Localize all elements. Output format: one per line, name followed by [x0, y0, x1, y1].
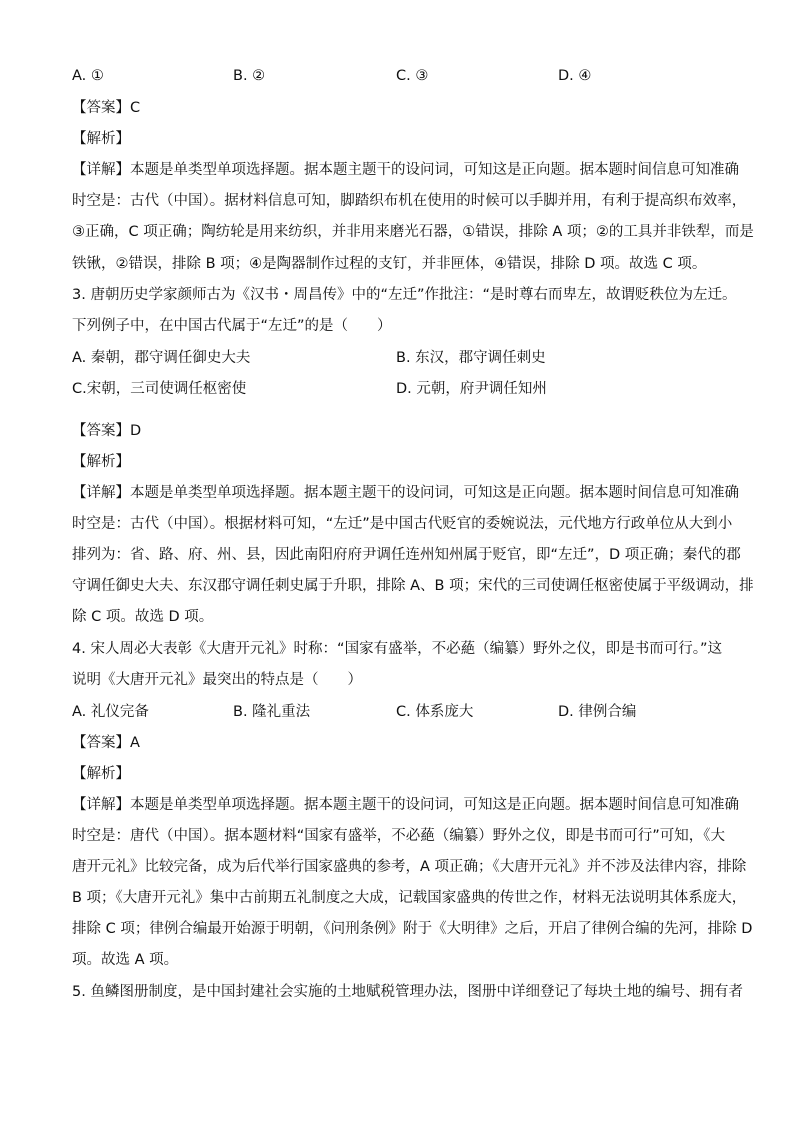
q2-detail-line: ③正确，C 项正确；陶纺轮是用来纺织，并非用来磨光石器，①错误，排除 A 项；②的工具并非铁犁，而是 [72, 224, 754, 240]
q4-detail-line: 项。故选 A 项。 [72, 952, 179, 968]
q2-detail-line: 时空是：古代（中国）。据材料信息可知，脚踏织布机在使用的时候可以手脚并用，有利于提高织布效率， [72, 193, 747, 209]
q3-analysis-label: 【解析】 [72, 454, 130, 470]
q5-stem: 5. 鱼鳞图册制度，是中国封建社会实施的土地赋税管理办法，图册中详细登记了每块土地的编号、拥有者 [72, 984, 743, 1000]
q4-answer: 【答案】A [72, 735, 140, 751]
q2-option-c: C. ③ [396, 68, 429, 84]
q3-option-b: B. 东汉，郡守调任刺史 [396, 350, 546, 366]
q4-detail-line: 唐开元礼》比较完备，成为后代举行国家盛典的参考，A 项正确；《大唐开元礼》并不涉及法律内容，排除 [72, 859, 747, 875]
q2-option-b: B. ② [233, 68, 266, 84]
q4-detail-line: 【详解】本题是单类型单项选择题。据本题主题干的设问词，可知这是正向题。据本题时间信息可知准确 [72, 797, 739, 813]
q4-option-a: A. 礼仪完备 [72, 704, 149, 720]
q2-option-a: A. ① [72, 68, 104, 84]
q4-detail-line: 排除 C 项；律例合编最开始源于明朝，《问刑条例》附于《大明律》之后，开启了律例合编的先河，排除 D [72, 921, 753, 937]
q3-option-a: A. 秦朝，郡守调任御史大夫 [72, 350, 251, 366]
q3-detail-line: 除 C 项。故选 D 项。 [72, 609, 214, 625]
q2-detail-line: 【详解】本题是单类型单项选择题。据本题主题干的设问词，可知这是正向题。据本题时间信息可知准确 [72, 162, 739, 178]
q3-option-d: D. 元朝，府尹调任知州 [396, 381, 547, 397]
q4-detail-line: B 项；《大唐开元礼》集中古前期五礼制度之大成，记载国家盛典的传世之作，材料无法说明其体系庞大， [72, 890, 747, 906]
q3-detail-line: 守调任御史大夫、东汉郡守调任刺史属于升职，排除 A、B 项；宋代的三司使调任枢密使属于平级调动，排 [72, 578, 754, 594]
q3-stem: 3. 唐朝历史学家颜师古为《汉书・周昌传》中的“左迁”作批注：“是时尊右而卑左，故谓贬秩位为左迁。 [72, 287, 737, 303]
q4-analysis-label: 【解析】 [72, 766, 130, 782]
q3-stem: 下列例子中，在中国古代属于“左迁”的是（ ） [72, 318, 392, 334]
q4-stem: 说明《大唐开元礼》最突出的特点是（ ） [72, 672, 362, 688]
q3-detail-line: 时空是：古代（中国）。根据材料可知，“左迁”是中国古代贬官的委婉说法，元代地方行政单位从大到小 [72, 516, 733, 532]
q4-detail-line: 时空是：唐代（中国）。据本题材料“国家有盛举，不必蕝（编纂）野外之仪，即是书而可行”可知，《大 [72, 828, 726, 844]
q2-option-d: D. ④ [558, 68, 592, 84]
q4-option-c: C. 体系庞大 [396, 704, 474, 720]
q2-answer: 【答案】C [72, 100, 141, 116]
q3-detail-line: 【详解】本题是单类型单项选择题。据本题主题干的设问词，可知这是正向题。据本题时间信息可知准确 [72, 485, 739, 501]
q2-detail-line: 铁锹，②错误，排除 B 项；④是陶器制作过程的支钉，并非匣体，④错误，排除 D 项。故选 C 项。 [72, 256, 707, 272]
q4-option-b: B. 隆礼重法 [233, 704, 311, 720]
q3-detail-line: 排列为：省、路、府、州、县，因此南阳府府尹调任连州知州属于贬官，即“左迁”，D 项正确；秦代的郡 [72, 547, 741, 563]
q2-analysis-label: 【解析】 [72, 131, 130, 147]
q3-answer: 【答案】D [72, 423, 142, 439]
q4-stem: 4. 宋人周必大表彰《大唐开元礼》时称：“国家有盛举，不必蕝（编纂）野外之仪，即是书而可行。”这 [72, 641, 722, 657]
q3-option-c: C.宋朝，三司使调任枢密使 [72, 381, 247, 397]
q4-option-d: D. 律例合编 [558, 704, 637, 720]
